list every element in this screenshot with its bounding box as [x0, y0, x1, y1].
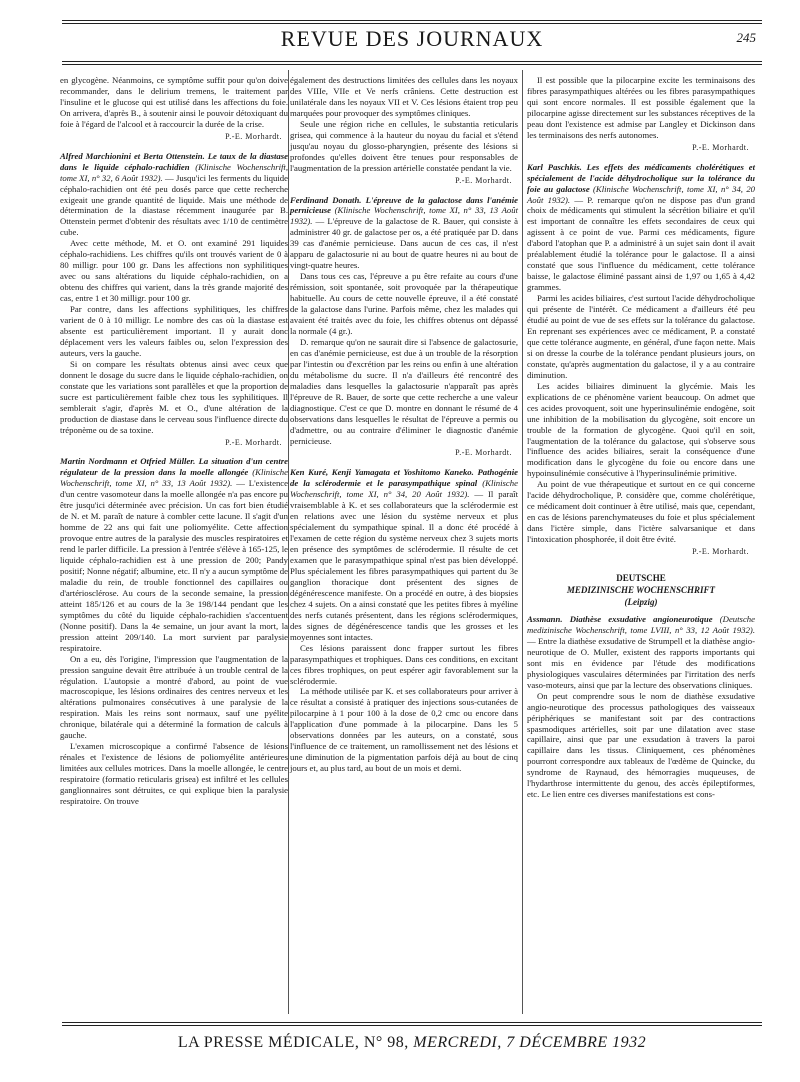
article-title: Assmann. Diathèse exsudative angioneurotique — [527, 613, 720, 624]
paragraph: D. remarque qu'on ne saurait dire si l'absence de galactosurie, en cas d'anémie pernicieuse, est due à un trouble de la résorption par l'intestin ou d'excrétion par les reins ou enfin à une altération du métabolisme du sucre. Il n'a d'ailleurs été rencontré des maladies dans lesquelles la galactosurie n'apparaît pas après l'épreuve de R. Bauer, de sorte que cette recherche a une valeur diagnostique. C'est ce que D. montre en donnant le résumé de 4 observations dans lesquelles le résultat de l'épreuve a permis ou d'admettre, ou au contraire d'éliminer le diagnostic d'anémie pernicieuse. — [290, 336, 518, 446]
paragraph: Au point de vue thérapeutique et surtout en ce qui concerne l'acide déhydrocholique, P. considère que, comme cholérétique, ce médicament doit continuer à être utilisé, mais que, cependant, en cas de lésions parenchymateuses du foie et plus spécialement dans l'ictère simple, dans l'ictère salvarsanique et dans l'intoxication phosphorée, il doit être évité. — [527, 479, 755, 545]
paragraph: Les acides biliaires diminuent la glycémie. Mais les explications de ce phénomène varient beaucoup. On admet que ces acides provoquent, soit une hyperinsulinémie endogène, soit une inhibition de la mobilisation du glycogène, soit encore un trouble de la formation de glycogène. Quoi qu'il en soit, l'augmentation de la tolérance du galactose, qui s'observe sous l'influence des acides biliaires, serait la conséquence d'une modification dans le glycogène du foie ou encore dans une hypoinsulinémie consécutive à l'hyperinsulinémie primitive. — [527, 380, 755, 479]
footer-journal: LA PRESSE MÉDICALE, N° 98, — [177, 1034, 409, 1051]
article-title: Karl Paschkis. Les effets des médicaments cholérétiques et spécialement de l'acide déhydrocholique sur la tolérance du foie au galactose — [527, 161, 755, 194]
header-bottom-rule — [62, 61, 762, 62]
paragraph: Il est possible que la pilocarpine excite les terminaisons des fibres parasympathiques altérées ou les fibres parasympathiques qui sont encore normales. Il est possible également que la pilocarpine agisse directement sur les substances réceptives de la peau dont l'existence est admise par Langley et Dickinson dans les terminaisons des nerfs autonomes. — [527, 75, 755, 140]
footer-date: MERCREDI, 7 DÉCEMBRE 1932 — [413, 1034, 647, 1051]
author-signature: P.-E. Morhardt. — [225, 131, 282, 141]
article-text: — Jusqu'ici les ferments du liquide céphalo-rachidien ont été peu dosés parce que cette recherche exigeait une grande quantité de liquide. Mais une méthode de détermination de la diastase récemment inaugurée par B. Ottenstein permet d'obtenir des résultats avec 1/10 de centimètre cube. — [60, 172, 288, 238]
paragraph: Avec cette méthode, M. et O. ont examiné 291 liquides céphalo-rachidiens. Les chiffres qu'ils ont trouvés varient de 0 à 80 milligr. pour 100 gr. Dans les affections non syphilitiques avec ou sans altérations du liquide céphalo-rachidien, on a obtenu des chiffres qui varient, dans la très grande majorité des cas, entre 1 et 30 milligr. pour 100 gr. — [60, 238, 288, 304]
article-citation: (Klinische Wochenschrift, tome XI, n° 33, 13 Août 1932). — [60, 467, 288, 489]
article-title: Alfred Marchionini et Berta Ottenstein. Le taux de la diastase dans le liquide céphalo-rachidien — [60, 150, 288, 172]
article-citation: (Klinische Wochenschrift, tome XI, n° 32, 6 Août 1932). — [60, 161, 289, 183]
paragraph: Par contre, dans les affections syphilitiques, les chiffres varient de 0 à 10 milligr. Le nombre des cas où la diastase est absente est particulièrement important. Il y aurait donc déplacement vers les valeurs faibles ou, selon l'expression des auteurs, vers la gauche. — [60, 304, 288, 358]
paragraph: Seule une région riche en cellules, le substantia reticularis grisea, qui commence à la hauteur du noyau du facial et s'étend jusqu'au noyau du glosso-pharyngien, présente des lésions si profondes qu'elles doivent être tenues pour responsables de l'augmentation de la pression artérielle constatée pendant la vie. — [290, 118, 518, 173]
author-signature: P.-E. Morhardt. — [225, 437, 282, 447]
paragraph: La méthode utilisée par K. et ses collaborateurs pour arriver à ce résultat a consisté à pratiquer des injections sous-cutanées de pilocarpine à 1 pour 100 à la dose de 0,2 cmc ou encore dans l'application d'une pommade à la pilocarpine. Dans les 5 observations données par les auteurs, on a constaté, sous l'influence de ce traitement, un ramollissement net des lésions et une diminution de la pigmentation parfois déjà au bout de cinq jours et, au plus tard, au bout de un mois et demi. — [290, 686, 518, 774]
article-heading — [527, 162, 755, 293]
section-subheading: MEDIZINISCHE WOCHENSCHRIFT — [566, 584, 716, 595]
article-heading — [60, 151, 288, 239]
section-heading: DEUTSCHE — [616, 572, 666, 583]
article-heading — [527, 614, 755, 691]
author-signature: P.-E. Morhardt. — [692, 142, 749, 152]
paragraph: Dans tous ces cas, l'épreuve a pu être refaite au cours d'une rémission, soit spontanée, soit provoquée par la thérapeutique habituelle. Au cours de cette nouvelle épreuve, il a été constaté de la galactose dans l'urine. Parfois même, chez les malades qui avaient été traités avec du foie, les chiffres obtenus ont dépassé la normale (4 gr.). — [290, 271, 518, 336]
footer-rule-inner — [62, 1025, 762, 1026]
article-heading — [290, 467, 518, 642]
page-number: 245 — [736, 30, 756, 45]
article-text: — L'épreuve de la galactose de R. Bauer, qui consiste à administrer 40 gr. de galactose per os, a été pratiquée par D. dans 39 cas d'anémie pernicieuse. Dans aucun de ces cas, il n'est apparu de galactosurie ni au bout de quatre heures ni au bout de vingt-quatre heures. — [290, 216, 518, 271]
author-signature: P.-E. Morhardt. — [455, 175, 512, 185]
article-heading — [290, 195, 518, 272]
paragraph: L'examen microscopique a confirmé l'absence de lésions rénales et l'existence de lésions de poliomyélite antérieures limitées aux cellules motrices. Dans la moelle allongée, le centre respiratoire (formatio reticularis grisea) est infiltré et les cellules ganglionnaires sont détruites, ce qui explique bien la paralysie respiratoire. On trouve — [60, 741, 288, 806]
section-city: (Leipzig) — [624, 596, 658, 607]
article-title: Martin Nordmann et Otfried Müller. La situation d'un centre régulateur de la pression dans la moelle allongée — [60, 456, 288, 478]
page-header — [62, 20, 762, 60]
header-bottom-rule-inner — [62, 64, 762, 65]
article-text: — L'existence d'un centre vasomoteur dans la moelle allongée n'a pas encore pu être jusqu'ici déterminée avec précision. Un cas fort bien étudié de N. et M. paraît de nature à combler cette lacune. Il s'agit d'un homme de 22 ans qui fait une poliomyélite. Cette affection provoque entre autres de la paralysie des muscles respiratoires et rend le parler difficile. La pression à l'entrée s'élève à 165-125, le liquide céphalo-rachidien est à une pression de 200; Pandy positif; Nonne négatif; albumine, etc. Il n'y a aucun symptôme de maladie du rein, de trouble fonctionnel des capillaires ou d'artériosclérose. Au cours de la seconde semaine, la pression atteint 185/126 et au cours de la 3e 198/144 pendant que les symptômes du côté du liquide céphalo-rachidien s'accentuent (Nonne positif). Dans la 4e semaine, un jour avant la mort, la pression atteint 209/140. La mort survient par paralysie respiratoire. — [60, 478, 288, 653]
column-divider-2 — [522, 70, 523, 1014]
page-footer — [62, 1034, 762, 1052]
column-2 — [290, 75, 518, 774]
column-divider-1 — [288, 70, 289, 1014]
article-title: Ken Kuré, Kenji Yamagata et Yoshitomo Kaneko. Pathogénie de la sclérodermie et le parasympathique spinal — [290, 467, 518, 489]
paragraph: également des destructions limitées des cellules dans les noyaux des VIIIe, VIIe et Ve nerfs crâniens. Cette destruction est unilatérale dans les noyaux VII et V. Ces lésions étaient trop peu marquées pour provoquer des symptômes cliniques. — [290, 75, 518, 118]
paragraph: Ces lésions paraissent donc frapper surtout les fibres parasympathiques et trophiques. Dans ces conditions, en excitant ces fibres trophiques, on peut espérer agir favorablement sur la sclérodermie. — [290, 642, 518, 686]
column-3 — [527, 75, 755, 800]
paragraph: On peut comprendre sous le nom de diathèse exsudative angio-neurotique des processus pathologiques des vaisseaux périphériques se manifestant soit par des contractions spasmodiques artérielles, soit par une dilatation avec stase capillaire, ainsi que par une exsudation à travers la paroi capillaire dans les tissus. Cliniquement, ces phénomènes pourront correspondre aux tableaux de l'œdème de Quincke, du syndrome de Raynaud, des hémorragies muqueuses, de l'hydarthrose intermittente du genou, des accès épileptiformes, etc. Le lien entre ces diverses manifestations est cons- — [527, 690, 755, 800]
paragraph: Si on compare les résultats obtenus ainsi avec ceux que donnent le dosage du sucre dans le liquide céphalo-rachidien, on constate que les variations sont parallèles et que la proportion de sucre est particulièrement faible chez tous les syphilitiques. Il semblerait s'agir, d'après M. et O., d'une altération de la production de diastase dans le cerveau sous l'influence directe du tréponème ou de sa toxine. — [60, 358, 288, 435]
author-signature: P.-E. Morhardt. — [692, 547, 749, 557]
article-text: — Il paraît vraisemblable à K. et ses collaborateurs que la sclérodermie est en relations avec une lésion du système nerveux et plus spécialement du sympathique spinal. Il a donc été procédé à l'examen de cette région du système nerveux chez 3 sujets morts en présence des symptômes de sclérodermie. Il résulte de cet examen que le parasympathique spinal n'est pas bien développé. Plus spécialement les fibres parasympathiques qui partent du 3e ganglion thoracique dont présentent des signes de dégénérescence manifeste. On a procédé en outre, à des biopsies chez 4 sujets. On a ainsi constaté que les petites fibres à myéline des nerfs cutanés présentent, dans les régions sclérodermiques, des signes de dégénérescence tandis que les grosses et les moyennes sont intactes. — [290, 489, 518, 642]
article-text: — P. remarque qu'on ne dispose pas d'un grand choix de médicaments qui stimulent la sécrétion biliaire et qu'il est important de connaître les effets secondaires de ceux qui agissent à ce point de vue. Parmi ces médicaments, figure d'abord l'atophan que P. a administré à un sujet sain dont il avait préalablement étudié la tolérance pour le galactose. Il a ainsi constaté que sous l'influence du médicament, cette tolérance baisse, le galactose éliminé passant ainsi de 1,97 ou 1,65 à 4,42 grammes. — [527, 194, 755, 293]
article-heading — [60, 456, 288, 653]
article-citation: (Klinische Wochenschrift, tome XI, n° 34, 20 Août 1932). — [527, 183, 756, 205]
footer-rule — [62, 1022, 762, 1023]
article-citation: (Deutsche medizinische Wochenschrift, tome LVIII, n° 33, 12 Août 1932). — [527, 613, 755, 635]
paragraph: On a eu, dès l'origine, l'impression que l'augmentation de la pression sanguine devait être attribuée à un trouble central de la régulation. L'autopsie a montré d'abord, au point de vue macroscopique, les lésions ordinaires des centres nerveux et les altérations pulmonaires consécutives à une paralysie de la respiration. Mais les reins sont normaux, sauf une pyélite chronique, bilatérale qui a déterminé la formation de calculs à gauche. — [60, 653, 288, 741]
article-citation: (Klinische Wochenschrift, tome XI, n° 33, 13 Août 1932). — [290, 205, 518, 227]
author-signature: P.-E. Morhardt. — [455, 448, 512, 458]
journal-section-title: REVUE DES JOURNAUX — [280, 26, 544, 51]
paragraph: en glycogène. Néanmoins, ce symptôme suffit pour qu'on doive recommander, dans le delirium tremens, le traitement par l'insuline et le glucose qui est utilisé dans les affections du foie. On arrivera, d'après B., à soutenir ainsi le pouvoir détoxiquant du foie à l'égard de l'alcool et à raccourcir la durée de la crise. — [60, 75, 288, 129]
paragraph: Parmi les acides biliaires, c'est surtout l'acide déhydrocholique qui présente de l'intérêt. Ce médicament a d'ailleurs été peu étudié au point de vue de ses effets sur la tolérance du galactose. En reprenant ses expériences avec ce médicament, P. a constaté que cette tolérance augmente, en général, d'une façon nette. Mais si on dresse la courbe de la tolérance pendant plusieurs jours, on constate, qu'après augmentation du galactose, il y a au contraire diminution. — [527, 293, 755, 380]
column-1 — [60, 75, 288, 807]
article-text: — Entre la diathèse exsudative de Strumpell et la diathèse angio-neurotique de O. Muller, existent des rapports importants qui sont mis en évidence par l'étude des modifications physiologiques vasculaires déterminées par l'irritation des nerfs vaso-moteurs, ainsi que par la lecture des observations cliniques. — [527, 635, 755, 690]
article-citation: (Klinische Wochenschrift, tome XI, n° 34, 20 Août 1932). — [290, 478, 518, 500]
article-title: Ferdinand Donath. L'épreuve de la galactose dans l'anémie pernicieuse — [290, 194, 518, 216]
